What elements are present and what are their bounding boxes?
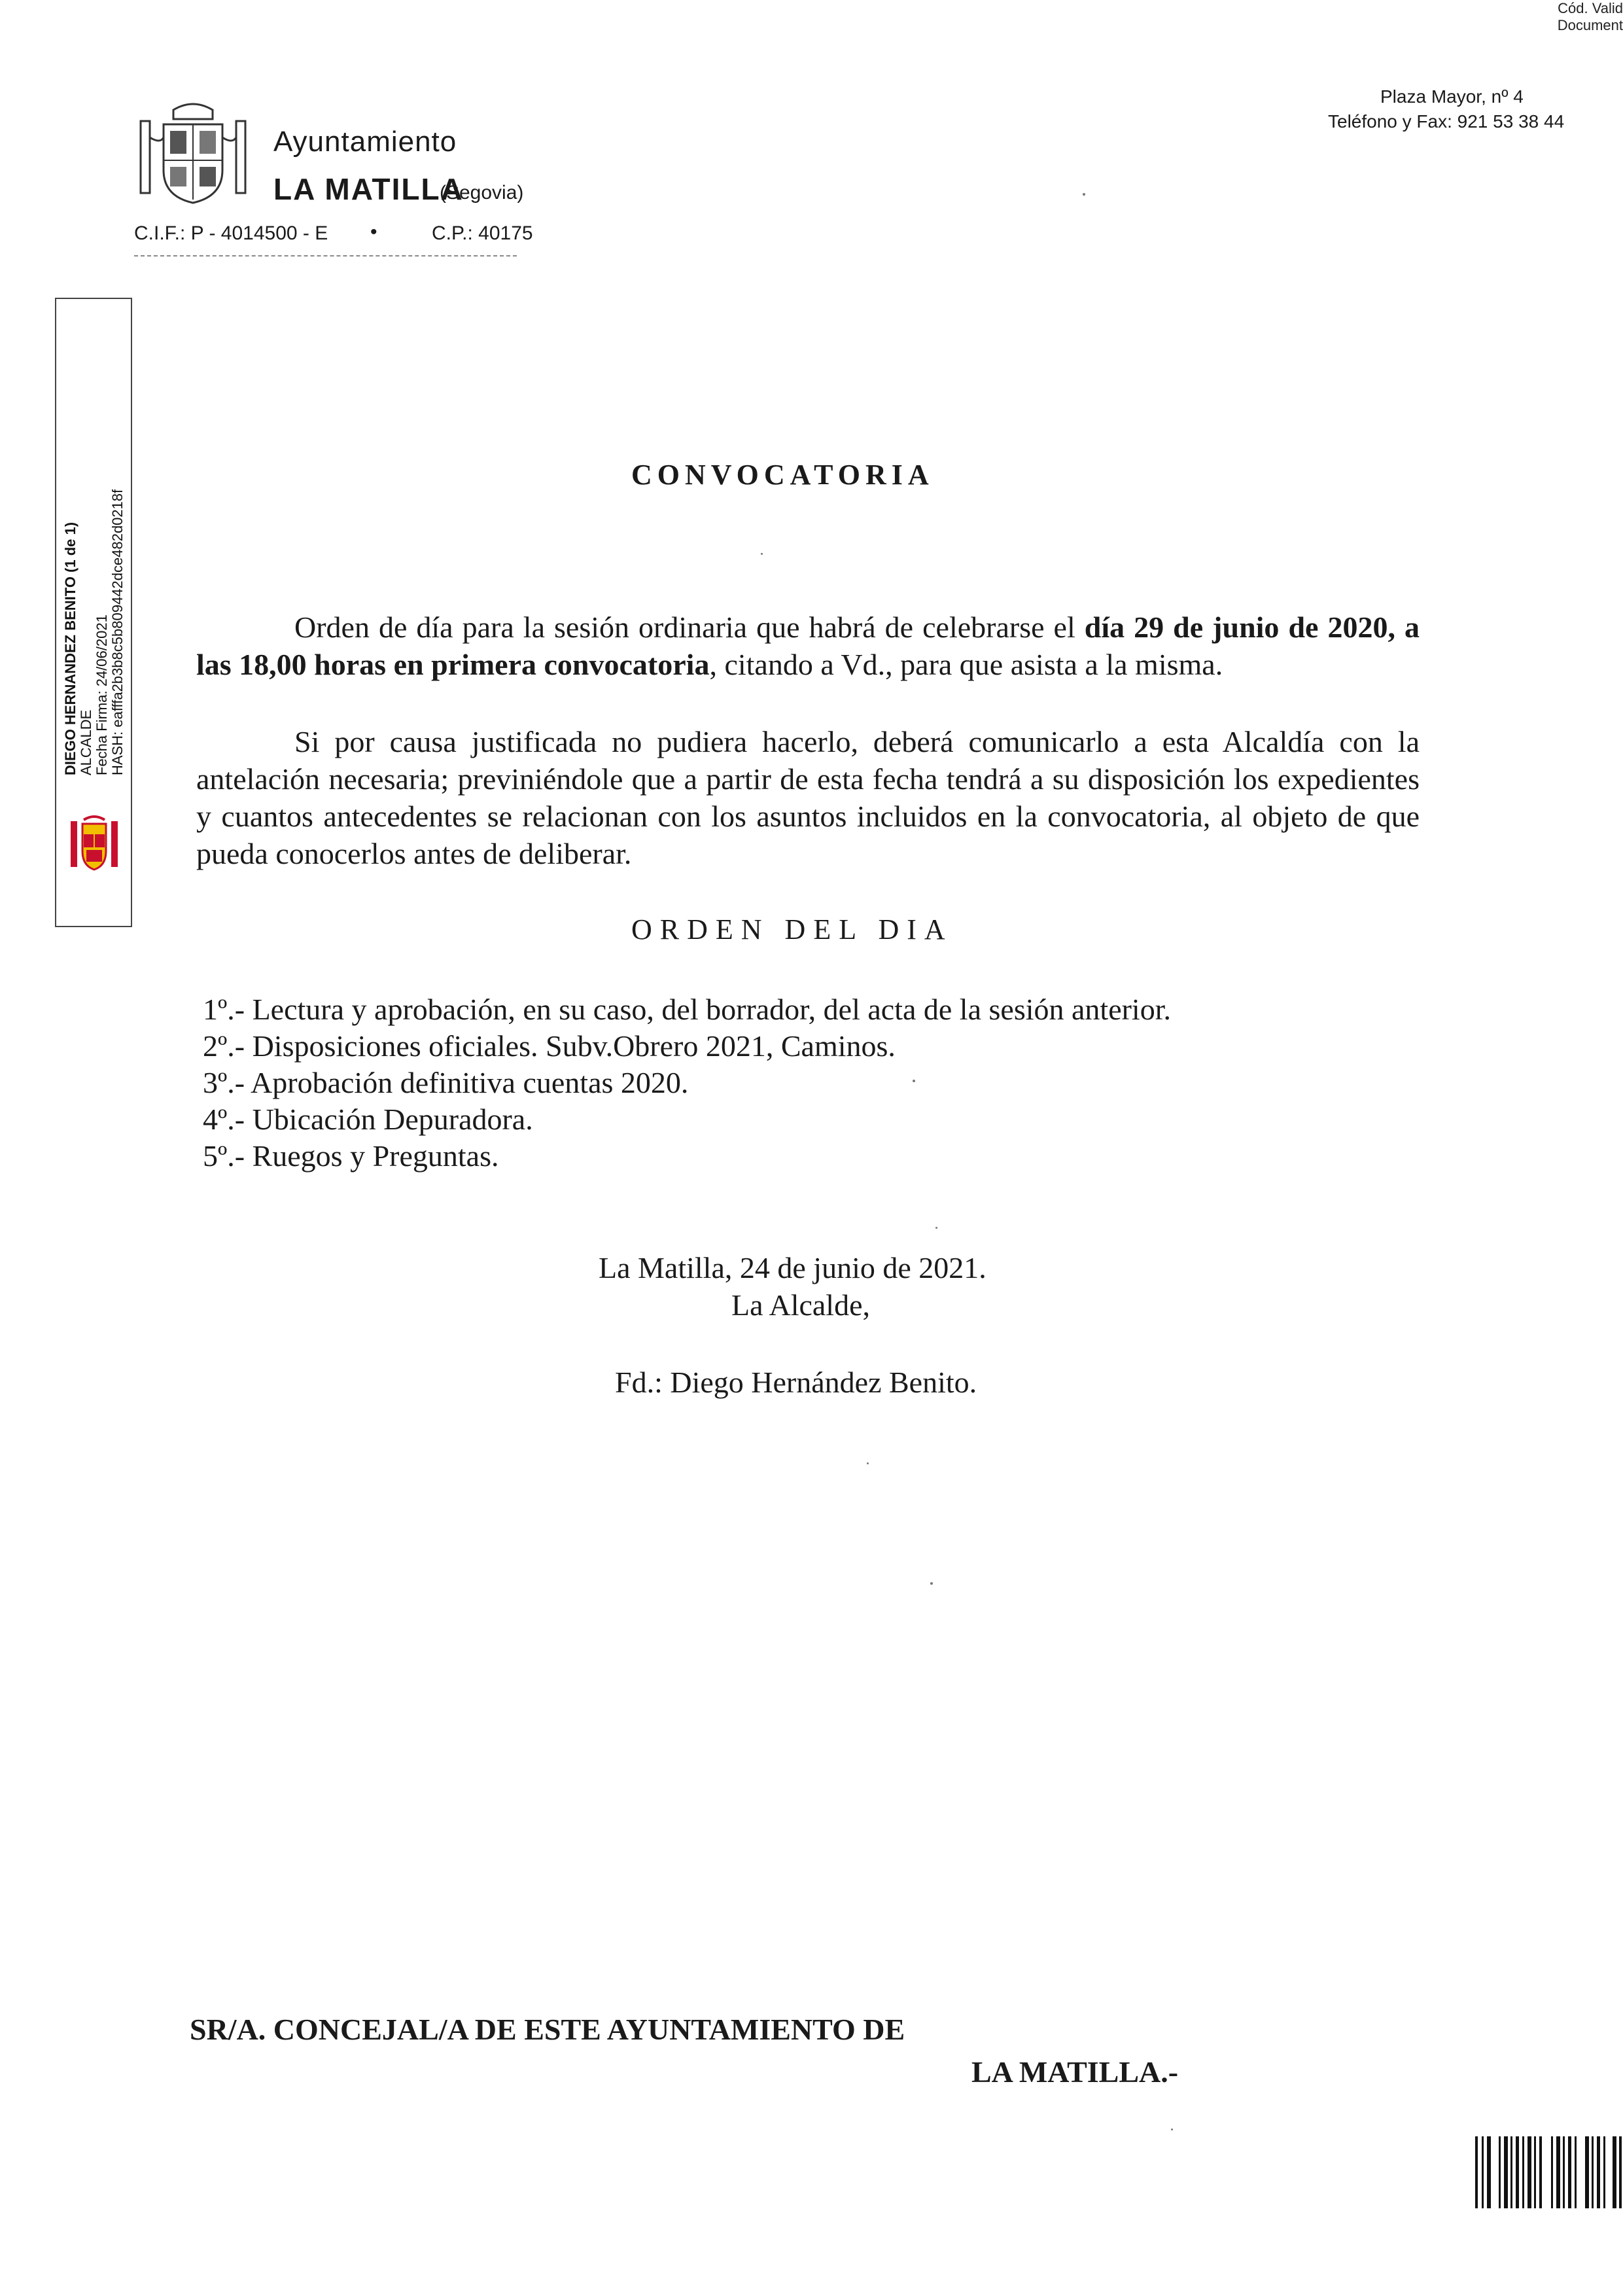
signature-hash: HASH: eafffa2b3b8c5b809442dce482d0218f	[109, 489, 126, 775]
agenda-item: 5º.- Ruegos y Preguntas.	[203, 1139, 499, 1173]
scan-speck	[930, 1582, 933, 1585]
signer-name: DIEGO HERNANDEZ BENITO (1 de 1)	[62, 521, 79, 775]
address: Plaza Mayor, nº 4	[1380, 86, 1524, 107]
spanish-arms-icon	[64, 815, 124, 875]
agenda-list	[203, 991, 1171, 1174]
validation-code-label: Cód. Valid	[1558, 0, 1623, 16]
signer-role-closing: La Alcalde,	[731, 1288, 871, 1322]
cif: C.I.F.: P - 4014500 - E	[134, 222, 328, 244]
intro-paragraph	[196, 609, 1420, 683]
agenda-item: 4º.- Ubicación Depuradora.	[203, 1103, 533, 1136]
agenda-title: ORDEN DEL DIA	[631, 913, 953, 945]
intro-text: Orden de día para la sesión ordinaria que habrá de celebrarse el	[294, 610, 1085, 644]
phone-fax: Teléfono y Fax: 921 53 38 44	[1328, 111, 1565, 132]
scan-speck	[1083, 193, 1085, 196]
scan-speck	[913, 1080, 915, 1082]
validation-code-corner	[1505, 0, 1623, 34]
scan-speck	[935, 1227, 937, 1229]
agenda-item: 3º.- Aprobación definitiva cuentas 2020.	[203, 1066, 689, 1099]
town-name: LA MATILLA	[273, 172, 464, 206]
scan-speck	[867, 1462, 869, 1464]
coat-of-arms-icon	[134, 98, 252, 209]
letterhead-divider	[134, 255, 517, 256]
document-label: Document	[1557, 17, 1623, 33]
scan-speck	[1171, 2128, 1173, 2130]
signed-by: Fd.: Diego Hernández Benito.	[615, 1366, 977, 1399]
scan-speck	[761, 553, 763, 555]
signer-role: ALCALDE	[78, 709, 94, 775]
province: (Segovia)	[440, 182, 524, 203]
session-datetime: día 29 de junio de 2020, a las 18,00 horas en primera convocatoria	[196, 610, 1420, 681]
addressee-line-1: SR/A. CONCEJAL/A DE ESTE AYUNTAMIENTO DE	[190, 2013, 905, 2046]
place-date: La Matilla, 24 de junio de 2021.	[599, 1251, 986, 1284]
bullet: •	[370, 221, 377, 243]
agenda-item: 2º.- Disposiciones oficiales. Subv.Obrero 2021, Caminos.	[203, 1029, 896, 1063]
signature-date: Fecha Firma: 24/06/2021	[94, 614, 110, 775]
ayuntamiento-label: Ayuntamiento	[273, 126, 457, 158]
postal-code: C.P.: 40175	[432, 222, 533, 244]
intro-text-end: , citando a Vd., para que asista a la misma.	[709, 648, 1223, 681]
document-title: CONVOCATORIA	[631, 459, 934, 491]
agenda-item: 1º.- Lectura y aprobación, en su caso, del borrador, del acta de la sesión anterior.	[203, 993, 1171, 1026]
barcode-icon	[1475, 2136, 1623, 2208]
notice-paragraph: Si por causa justificada no pudiera hacerlo, deberá comunicarlo a esta Alcaldía con la antelación necesaria; previniéndole que a partir de esta fecha tendrá a su disposición los expedientes y cuantos antecedentes se relacionan con los asuntos incluidos en la convocatoria, al objeto de que pueda conocerlos antes de deliberar.	[196, 725, 1420, 870]
addressee-line-2: LA MATILLA.-	[971, 2055, 1179, 2089]
